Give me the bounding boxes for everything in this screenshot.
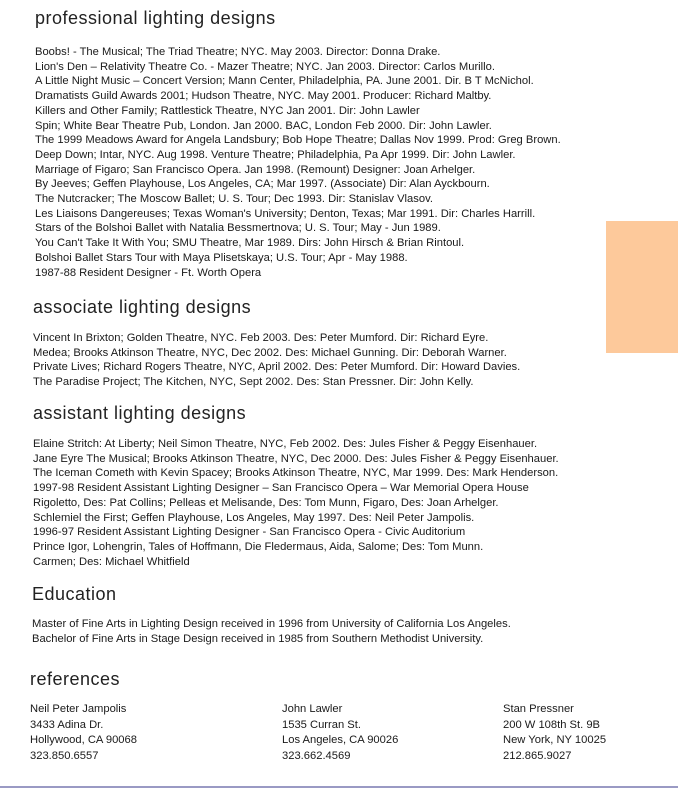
credit-line: The Nutcracker; The Moscow Ballet; U. S. Tour; Dec 1993. Dir: Stanislav Vlasov. <box>35 193 433 206</box>
section-heading: professional lighting designs <box>35 8 276 28</box>
reference-phone: 212.865.9027 <box>503 749 572 762</box>
reference-contact <box>282 702 398 764</box>
credit-line: Jane Eyre The Musical; Brooks Atkinson Theatre, NYC, Dec 2000. Des: Jules Fisher & Peggy Eisenhauer. <box>33 452 559 465</box>
credit-line: Marriage of Figaro; San Francisco Opera. Jan 1998. (Remount) Designer: Joan Arhelger. <box>35 163 476 176</box>
reference-street: 1535 Curran St. <box>282 718 361 731</box>
reference-street: 3433 Adina Dr. <box>30 718 104 731</box>
credit-line: Bolshoi Ballet Stars Tour with Maya Plisetskaya; U.S. Tour; Apr - May 1988. <box>35 251 408 264</box>
credit-line: Killers and Other Family; Rattlestick Theatre, NYC Jan 2001. Dir: John Lawler <box>35 104 420 117</box>
section-heading: Education <box>32 584 117 604</box>
credit-line: The Iceman Cometh with Kevin Spacey; Brooks Atkinson Theatre, NYC, Mar 1999. Des: Mark Henderson. <box>33 467 559 480</box>
reference-name: Stan Pressner <box>503 703 574 715</box>
credit-line: Lion's Den – Relativity Theatre Co. - Mazer Theatre; NYC. Jan 2003. Director: Carlos Murillo. <box>35 60 495 73</box>
reference-city: New York, NY 10025 <box>503 734 607 746</box>
bottom-divider <box>0 786 678 788</box>
credit-line: Stars of the Bolshoi Ballet with Natalia Bessmertnova; U. S. Tour; May - Jun 1989. <box>35 222 441 235</box>
credit-line: Boobs! - The Musical; The Triad Theatre; NYC. May 2003. Director: Donna Drake. <box>35 46 441 58</box>
credit-list <box>33 331 520 390</box>
credit-line: The 1999 Meadows Award for Angela Landsbury; Bob Hope Theatre; Dallas Nov 1999. Prod: Greg Brown. <box>35 134 561 147</box>
credit-list <box>33 437 559 569</box>
section-heading: references <box>30 669 121 689</box>
reference-contact <box>503 702 606 764</box>
credit-line: A Little Night Music – Concert Version; Mann Center, Philadelphia, PA. June 2001. Dir. B T McNichol. <box>35 75 534 88</box>
degree-line: Master of Fine Arts in Lighting Design received in 1996 from University of California Los Angeles. <box>32 618 511 630</box>
reference-name: John Lawler <box>282 703 343 715</box>
credit-line: Schlemiel the First; Geffen Playhouse, Los Angeles, May 1997. Des: Neil Peter Jampolis. <box>33 511 475 524</box>
education-section <box>32 583 511 646</box>
credit-line: Prince Igor, Lohengrin, Tales of Hoffmann, Die Fledermaus, Aida, Salome; Des: Tom Munn. <box>33 540 484 553</box>
reference-street: 200 W 108th St. 9B <box>503 718 601 731</box>
credit-line: 1996-97 Resident Assistant Lighting Designer - San Francisco Opera - Civic Auditorium <box>33 526 466 539</box>
reference-city: Hollywood, CA 90068 <box>30 734 137 746</box>
assistant-section <box>33 402 559 569</box>
reference-phone: 323.662.4569 <box>282 749 351 762</box>
credit-list <box>35 45 561 280</box>
credit-line: By Jeeves; Geffen Playhouse, Los Angeles, CA; Mar 1997. (Associate) Dir: Alan Ayckbourn. <box>35 178 490 191</box>
credit-line: Medea; Brooks Atkinson Theatre, NYC, Dec 2002. Des: Michael Gunning. Dir: Deborah Warner. <box>33 346 507 359</box>
professional-section <box>35 7 561 280</box>
section-heading: assistant lighting designs <box>33 403 247 423</box>
credit-line: The Paradise Project; The Kitchen, NYC, Sept 2002. Des: Stan Pressner. Dir: John Kelly. <box>33 376 474 389</box>
reference-city: Los Angeles, CA 90026 <box>282 734 399 746</box>
credit-line: Vincent In Brixton; Golden Theatre, NYC. Feb 2003. Des: Peter Mumford. Dir: Richard Eyre. <box>33 332 489 344</box>
credit-line: Dramatists Guild Awards 2001; Hudson Theatre, NYC. May 2001. Producer: Richard Maltby. <box>35 90 492 103</box>
credit-line: Rigoletto, Des: Pat Collins; Pelleas et Melisande, Des: Tom Munn, Figaro, Des: Joan Arhelger. <box>33 496 499 509</box>
credit-line: Carmen; Des: Michael Whitfield <box>33 555 190 568</box>
credit-line: Private Lives; Richard Rogers Theatre, NYC, April 2002. Des: Peter Mumford. Dir: Howard Davies. <box>33 361 521 374</box>
reference-phone: 323.850.6557 <box>30 749 99 762</box>
degree-list <box>32 617 511 646</box>
reference-contact <box>30 702 137 764</box>
accent-color-block <box>606 221 678 353</box>
credit-line: Elaine Stritch: At Liberty; Neil Simon Theatre, NYC, Feb 2002. Des: Jules Fisher & Peggy Eisenhauer. <box>33 438 538 450</box>
reference-name: Neil Peter Jampolis <box>30 703 127 715</box>
credit-line: Deep Down; Intar, NYC. Aug 1998. Venture Theatre; Philadelphia, Pa Apr 1999. Dir: John Lawler. <box>35 148 516 161</box>
associate-section <box>33 296 520 390</box>
credit-line: 1997-98 Resident Assistant Lighting Designer – San Francisco Opera – War Memorial Opera House <box>33 482 529 495</box>
credit-line: 1987-88 Resident Designer - Ft. Worth Opera <box>35 266 262 279</box>
degree-line: Bachelor of Fine Arts in Stage Design received in 1985 from Southern Methodist University. <box>32 632 484 645</box>
references-section <box>30 668 120 690</box>
section-heading: associate lighting designs <box>33 297 252 317</box>
credit-line: You Can't Take It With You; SMU Theatre, Mar 1989. Dirs: John Hirsch & Brian Rintoul. <box>35 237 465 250</box>
credit-line: Les Liaisons Dangereuses; Texas Woman's University; Denton, Texas; Mar 1991. Dir: Charles Harrill. <box>35 207 536 220</box>
credit-line: Spin; White Bear Theatre Pub, London. Jan 2000. BAC, London Feb 2000. Dir: John Lawler. <box>35 119 492 132</box>
